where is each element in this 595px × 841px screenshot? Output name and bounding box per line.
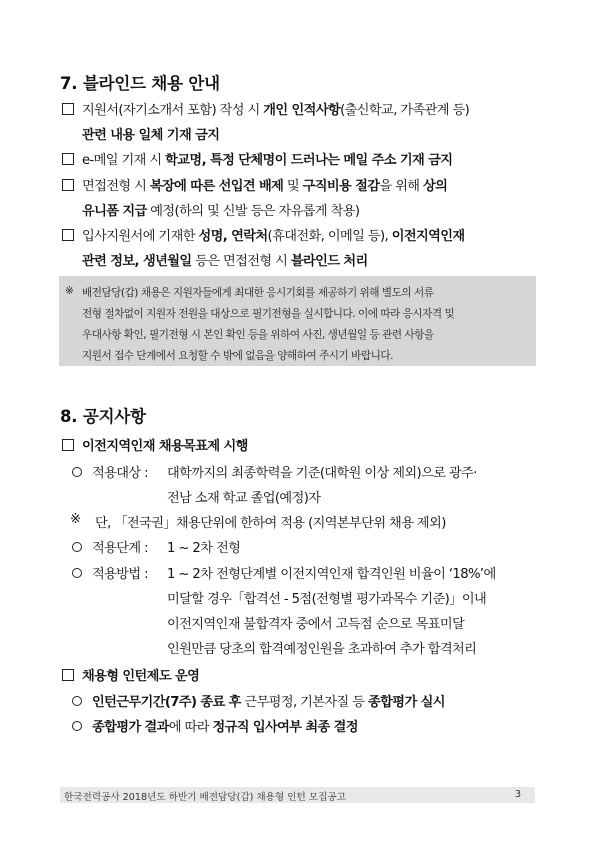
- checkbox-icon: [62, 229, 74, 241]
- exception-mark: ※: [70, 512, 81, 527]
- subsection-1-title: [62, 435, 248, 454]
- checkbox-icon: [62, 669, 74, 681]
- seg: 정규직 입사여부 최종 결정: [212, 720, 358, 735]
- seg: 면접전형 시: [82, 179, 150, 194]
- target-value-line-1: 대학까지의 최종학력을 기준(대학원 이상 제외)으로 광주·: [167, 466, 477, 481]
- section-7-title: 7. 블라인드 채용 안내: [60, 74, 220, 93]
- seg: 유니폼 지급: [82, 204, 147, 219]
- seg: 이전지역인재 채용목표제 시행: [82, 439, 248, 454]
- footer-text: 한국전력공사 2018년도 하반기 배전담당(갑) 채용형 인턴 모집공고: [64, 792, 346, 803]
- seg: 등은 면접전형 시: [191, 254, 291, 269]
- circle-bullet-icon: [72, 542, 82, 552]
- notice-mark: ※: [65, 285, 74, 297]
- seg: 을 위해: [379, 179, 424, 194]
- checkbox-icon: [62, 103, 74, 115]
- checkbox-icon: [62, 153, 74, 165]
- intern-item-2: [72, 716, 358, 735]
- seg: 채용형 인턴제도 운영: [82, 669, 200, 684]
- seg: 및: [283, 179, 303, 194]
- seg: 이전지역인재: [391, 229, 465, 244]
- seg: 인턴근무기간(7주) 종료 후: [92, 695, 241, 710]
- blind-item-1-line-2: 관련 내용 일체 기재 금지: [82, 128, 220, 143]
- seg: 개인 인적사항: [263, 103, 341, 118]
- seg: 성명, 연락처: [198, 229, 268, 244]
- stage-value: 1 ~ 2차 전형: [167, 541, 241, 556]
- target-row-line-1: [72, 462, 148, 481]
- method-line-1: 1 ~ 2차 전형단계별 이전지역인재 합격인원 비율이 ‘18%’에: [167, 567, 496, 582]
- seg: 학교명, 특정 단체명이 드러나는 메일 주소 기재 금지: [165, 153, 453, 168]
- method-line-2: 미달할 경우「합격선 - 5점(전형별 평가과목수 기준)」이내: [167, 592, 487, 607]
- seg: 입사지원서에 기재한: [82, 229, 199, 244]
- notice-line-4: 지원서 접수 단계에서 요청할 수 밖에 없음을 양해하여 주시기 바랍니다.: [82, 350, 393, 362]
- seg: 관련 정보, 생년월일: [82, 254, 192, 269]
- circle-bullet-icon: [72, 721, 82, 731]
- checkbox-icon: [62, 439, 74, 451]
- blind-item-4-line-2: [82, 250, 368, 269]
- seg: 에 따라: [168, 720, 213, 735]
- circle-bullet-icon: [72, 696, 82, 706]
- checkbox-icon: [62, 179, 74, 191]
- seg: (출신학교, 가족관계 등): [340, 103, 470, 118]
- notice-line-2: 전형 절차없이 지원자 전원을 대상으로 필기전형을 실시합니다. 이에 따라 응시자격 및: [82, 308, 455, 320]
- target-label: 적용대상 :: [92, 466, 148, 481]
- stage-row: [72, 537, 148, 556]
- method-line-4: 인원만큼 당초의 합격예정인원을 초과하여 추가 합격처리: [167, 642, 477, 657]
- seg: 복장에 따른 선입견 배제: [149, 179, 284, 194]
- blind-item-1-line-1: [62, 99, 469, 118]
- seg: 블라인드 처리: [290, 254, 368, 269]
- blind-item-3-line-2: [82, 200, 359, 219]
- seg: 종합평가 결과: [92, 720, 169, 735]
- page-number: 3: [515, 789, 522, 800]
- circle-bullet-icon: [72, 568, 82, 578]
- method-row: [72, 563, 148, 582]
- section-8-title: 8. 공지사항: [60, 407, 146, 426]
- blind-item-4-line-1: [62, 225, 465, 244]
- subsection-2-title: [62, 665, 199, 684]
- seg: (휴대전화, 이메일 등),: [267, 229, 392, 244]
- notice-line-1: 배전담당(갑) 채용은 지원자들에게 최대한 응시기회를 제공하기 위해 별도의 서류: [82, 287, 434, 299]
- seg: e-메일 기재 시: [82, 153, 166, 168]
- seg: 근무평정, 기본자질 등: [240, 695, 369, 710]
- method-label: 적용방법 :: [92, 567, 148, 582]
- seg: 종합평가 실시: [368, 695, 445, 710]
- notice-line-3: 우대사항 확인, 필기전형 시 본인 확인 등을 위하여 사진, 생년월일 등 관련 사항을: [82, 329, 434, 341]
- seg: 구직비용 절감: [302, 179, 380, 194]
- exception-text: 단, 「전국권」채용단위에 한하여 적용 (지역본부단위 채용 제외): [95, 516, 446, 531]
- blind-item-2-line-1: [62, 149, 452, 168]
- seg: 예정(하의 및 신발 등은 자유롭게 착용): [146, 204, 360, 219]
- blind-item-3-line-1: [62, 175, 447, 194]
- circle-bullet-icon: [72, 467, 82, 477]
- target-value-line-2: 전남 소재 학교 졸업(예정)자: [167, 491, 321, 506]
- seg: 지원서(자기소개서 포함) 작성 시: [82, 103, 264, 118]
- intern-item-1: [72, 691, 445, 710]
- seg: 상의: [423, 179, 448, 194]
- stage-label: 적용단계 :: [92, 541, 148, 556]
- method-line-3: 이전지역인재 불합격자 중에서 고득점 순으로 목표미달: [167, 617, 465, 632]
